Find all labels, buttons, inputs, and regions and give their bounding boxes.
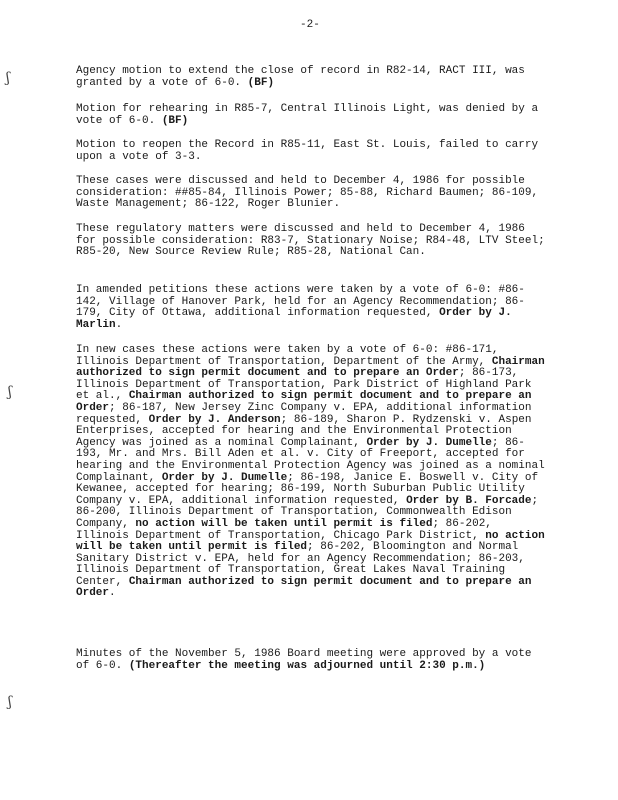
text-run: Motion for rehearing in R85-7, Central Illinois Light, was denied by a vote of 6-0. — [76, 103, 539, 127]
bold-text-run: Chairman authorized to sign permit document and to prepare an Order — [76, 355, 545, 380]
bold-text-run: Order by B. Forcade — [406, 494, 532, 507]
bold-text-run: Order by J. Dumelle — [366, 436, 492, 449]
text-run: These regulatory matters were discussed and held to December 4, 1986 for possible consideration: R83-7, Stationary Noise; R84-48, LTV Steel; R85-20, New Source Review Rule; R85-28, National Can. — [76, 223, 545, 259]
text-run: Minutes of the November 5, 1986 Board meeting were approved by a vote of 6-0. — [76, 648, 532, 672]
paragraph-new-cases — [76, 345, 546, 600]
binding-mark-middle: ʃ — [8, 384, 12, 400]
bold-text-run: Order by J. Dumelle — [161, 471, 288, 484]
text-run: . — [109, 587, 116, 600]
paragraph-held-cases — [76, 176, 546, 211]
paragraph-record-extension — [76, 66, 546, 89]
binding-mark-top: ʃ — [6, 70, 10, 86]
text-run: ; 86-187, New Jersey Zinc Company v. EPA, additional information requested, — [76, 401, 532, 426]
bold-text-run: no action will be taken until permit is filed — [135, 517, 433, 530]
text-run: ; 86-193, Mr. and Mrs. Bill Aden et al. v. City of Freeport, accepted for hearing and the Environmental Protection Agency was joined as a nominal Complainant, — [76, 436, 545, 484]
bold-text-run: Chairman authorized to sign permit document and to prepare an Order — [76, 575, 532, 600]
page-number: -2- — [300, 19, 320, 31]
text-run: ; 86-198, Janice E. Boswell v. City of Kewanee, accepted for hearing; 86-199, North Suburban Public Utility Company v. EPA, additional information requested, — [76, 471, 539, 507]
text-run: Motion to reopen the Record in R85-11, East St. Louis, failed to carry upon a vote of 3-3. — [76, 139, 539, 163]
text-run: ; 86-202, Bloomington and Normal Sanitary District v. EPA, held for an Agency Recommendation; 86-203, Illinois Department of Transportation, Great Lakes Naval Training Center, — [76, 541, 525, 588]
paragraph-regulatory-matters — [76, 224, 546, 259]
bold-text-run: (Thereafter the meeting was adjourned until 2:30 p.m.) — [128, 659, 486, 672]
text-run: ; 86-189, Sharon P. Rydzenski v. Aspen Enterprises, accepted for hearing and the Environmental Protection Agency was joined as a nominal Complainant, — [76, 413, 532, 449]
bold-text-run: (BF) — [161, 114, 189, 127]
text-run: ; 86-202, Illinois Department of Transportation, Chicago Park District, — [76, 517, 492, 542]
paragraph-amended-petitions — [76, 285, 546, 331]
text-run: In amended petitions these actions were taken by a vote of 6-0: #86-142, Village of Hanover Park, held for an Agency Recommendation; 86-179, City of Ottawa, additional information requested, — [76, 284, 525, 320]
bold-text-run: Order by J. Marlin — [76, 307, 512, 331]
text-run: ; 86-173, Illinois Department of Transportation, Park District of Highland Park et al., — [76, 367, 532, 403]
bold-text-run: (BF) — [247, 76, 275, 89]
text-run: Agency motion to extend the close of record in R82-14, RACT III, was granted by a vote of 6-0. — [76, 65, 525, 89]
bold-text-run: no action will be taken until permit is filed — [76, 529, 545, 554]
text-run: In new cases these actions were taken by a vote of 6-0: #86-171, Illinois Department of Transportation, Department of the Army, — [76, 344, 499, 368]
bold-text-run: Chairman authorized to sign permit document and to prepare an Order — [76, 390, 532, 414]
text-run: These cases were discussed and held to December 4, 1986 for possible consideration: ##85-84, Illinois Power; 85-88, Richard Baumen; 86-109, Waste Management; 86-122, Roger Blunier. — [76, 175, 539, 211]
bold-text-run: Order by J. Anderson — [148, 413, 281, 426]
paragraph-reopen-motion — [76, 140, 546, 163]
paragraph-minutes-approval — [76, 649, 546, 672]
text-run: . — [115, 318, 123, 331]
paragraph-rehearing-motion — [76, 104, 546, 127]
binding-mark-bottom: ʃ — [8, 694, 12, 710]
text-run: ; 86-200, Illinois Department of Transportation, Commonwealth Edison Company, — [76, 494, 539, 530]
